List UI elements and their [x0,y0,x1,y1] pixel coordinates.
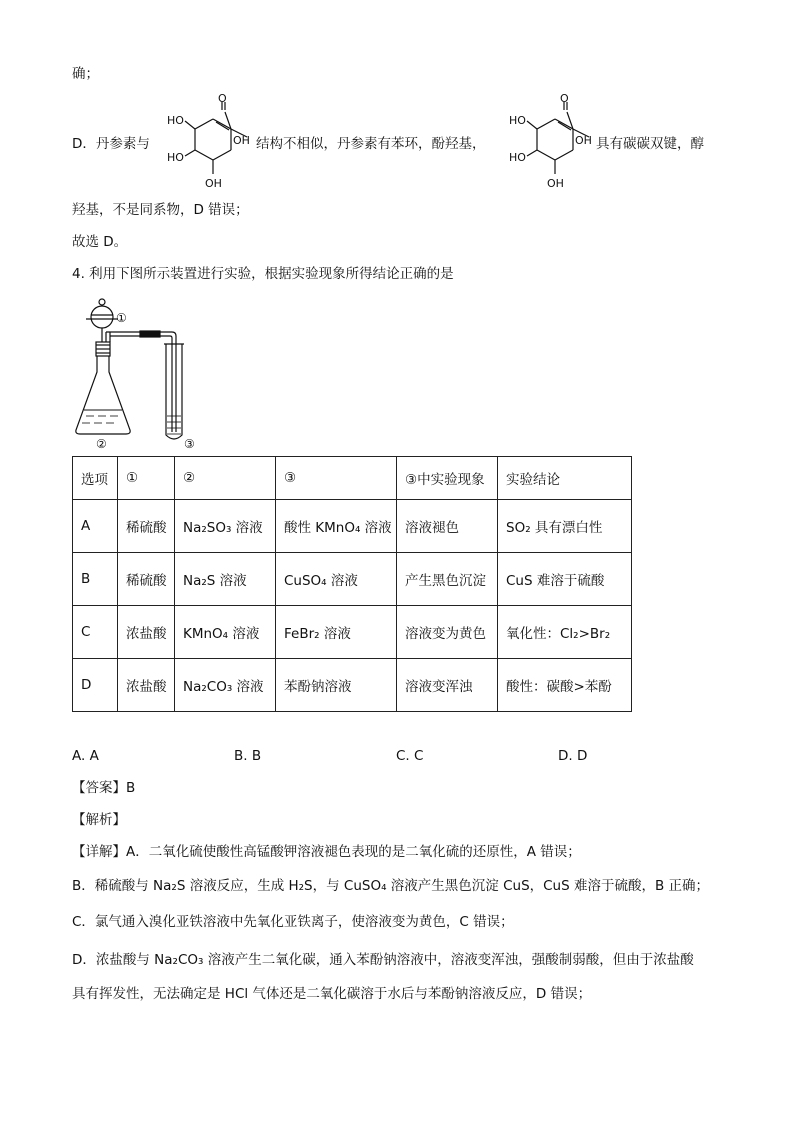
answer-line [72,778,135,798]
table-cell: Na₂SO₃ 溶液 [175,500,276,553]
table-cell: 酸性：碳酸>苯酚 [498,659,632,712]
table-cell: CuSO₄ 溶液 [276,553,397,606]
atom-o: O [560,94,569,105]
atom-oh-3: OH [205,177,222,190]
molecule-structure-1 [155,94,255,190]
table-cell: 产生黑色沉淀 [397,553,498,606]
table-cell: 稀硫酸 [118,500,175,553]
header-cell: ③中实验现象 [397,457,498,500]
detail-line-b: B．稀硫酸与 Na₂S 溶液反应，生成 H₂S，与 CuSO₄ 溶液产生黑色沉淀 CuS，CuS 难溶于硫酸，B 正确； [72,878,710,894]
table-cell: 酸性 KMnO₄ 溶液 [276,500,397,553]
header-cell: 选项 [73,457,118,500]
prev-line-4: 故选 D。 [72,234,128,250]
header-cell: ② [175,457,276,500]
detail-line-c: C．氯气通入溴化亚铁溶液中先氧化亚铁离子，使溶液变为黄色，C 错误； [72,914,514,930]
table-cell: 溶液变浑浊 [397,659,498,712]
table-cell: A [73,500,118,553]
table-header-row [73,457,632,500]
table-cell: Na₂CO₃ 溶液 [175,659,276,712]
header-cell: ③ [276,457,397,500]
label-circled-2: ② [96,437,107,451]
detail-line-a [72,842,581,862]
table-cell: C [73,606,118,659]
table-cell: 苯酚钠溶液 [276,659,397,712]
prev-line-d-suffix: 具有碳碳双键，醇 [596,136,704,152]
table-row [73,659,632,712]
answer-value: B [126,780,136,796]
atom-ho-2: HO [167,151,184,164]
table-cell: Na₂S 溶液 [175,553,276,606]
choice-c: C. C [396,748,424,764]
header-cell: 实验结论 [498,457,632,500]
prev-line-d-prefix: D．丹参素与 [72,136,150,152]
table-cell: SO₂ 具有漂白性 [498,500,632,553]
header-cell: ① [118,457,175,500]
prev-line-1: 确； [72,66,99,82]
options-table [72,456,632,712]
table-cell: 氧化性：Cl₂>Br₂ [498,606,632,659]
detail-line-d1: D．浓盐酸与 Na₂CO₃ 溶液产生二氧化碳，通入苯酚钠溶液中，溶液变浑浊，强酸制弱酸，但由于浓盐酸 [72,952,694,968]
table-cell: 稀硫酸 [118,553,175,606]
table-row [73,500,632,553]
atom-ho-1: HO [509,114,526,127]
table-cell: 溶液变为黄色 [397,606,498,659]
table-cell: D [73,659,118,712]
atom-oh-acid: OH [575,134,592,147]
apparatus-diagram [72,292,212,452]
question-stem: 4. 利用下图所示装置进行实验，根据实验现象所得结论正确的是 [72,266,454,282]
detail-a-text: A．二氧化硫使酸性高锰酸钾溶液褪色表现的是二氧化硫的还原性，A 错误； [126,844,581,860]
table-row [73,553,632,606]
molecule-structure-2 [497,94,597,190]
table-row [73,606,632,659]
table-cell: B [73,553,118,606]
choice-b: B. B [234,748,262,764]
table-cell: 浓盐酸 [118,606,175,659]
table-cell: 溶液褪色 [397,500,498,553]
choice-d: D. D [558,748,588,764]
atom-oh-3: OH [547,177,564,190]
choice-a: A. A [72,748,99,764]
atom-oh-acid: OH [233,134,250,147]
label-circled-1: ① [116,311,127,325]
label-circled-3: ③ [184,437,195,451]
table-cell: KMnO₄ 溶液 [175,606,276,659]
table-cell: 浓盐酸 [118,659,175,712]
atom-o: O [218,94,227,105]
table-cell: CuS 难溶于硫酸 [498,553,632,606]
detail-tag: 【详解】 [72,844,126,860]
prev-line-3: 羟基，不是同系物，D 错误； [72,202,249,218]
analysis-tag: 【解析】 [72,812,126,828]
atom-ho-1: HO [167,114,184,127]
table-cell: FeBr₂ 溶液 [276,606,397,659]
atom-ho-2: HO [509,151,526,164]
answer-tag: 【答案】 [72,780,126,796]
prev-line-d-middle: 结构不相似，丹参素有苯环，酚羟基， [256,136,486,152]
detail-line-d2: 具有挥发性，无法确定是 HCl 气体还是二氧化碳溶于水后与苯酚钠溶液反应，D 错误； [72,986,592,1002]
